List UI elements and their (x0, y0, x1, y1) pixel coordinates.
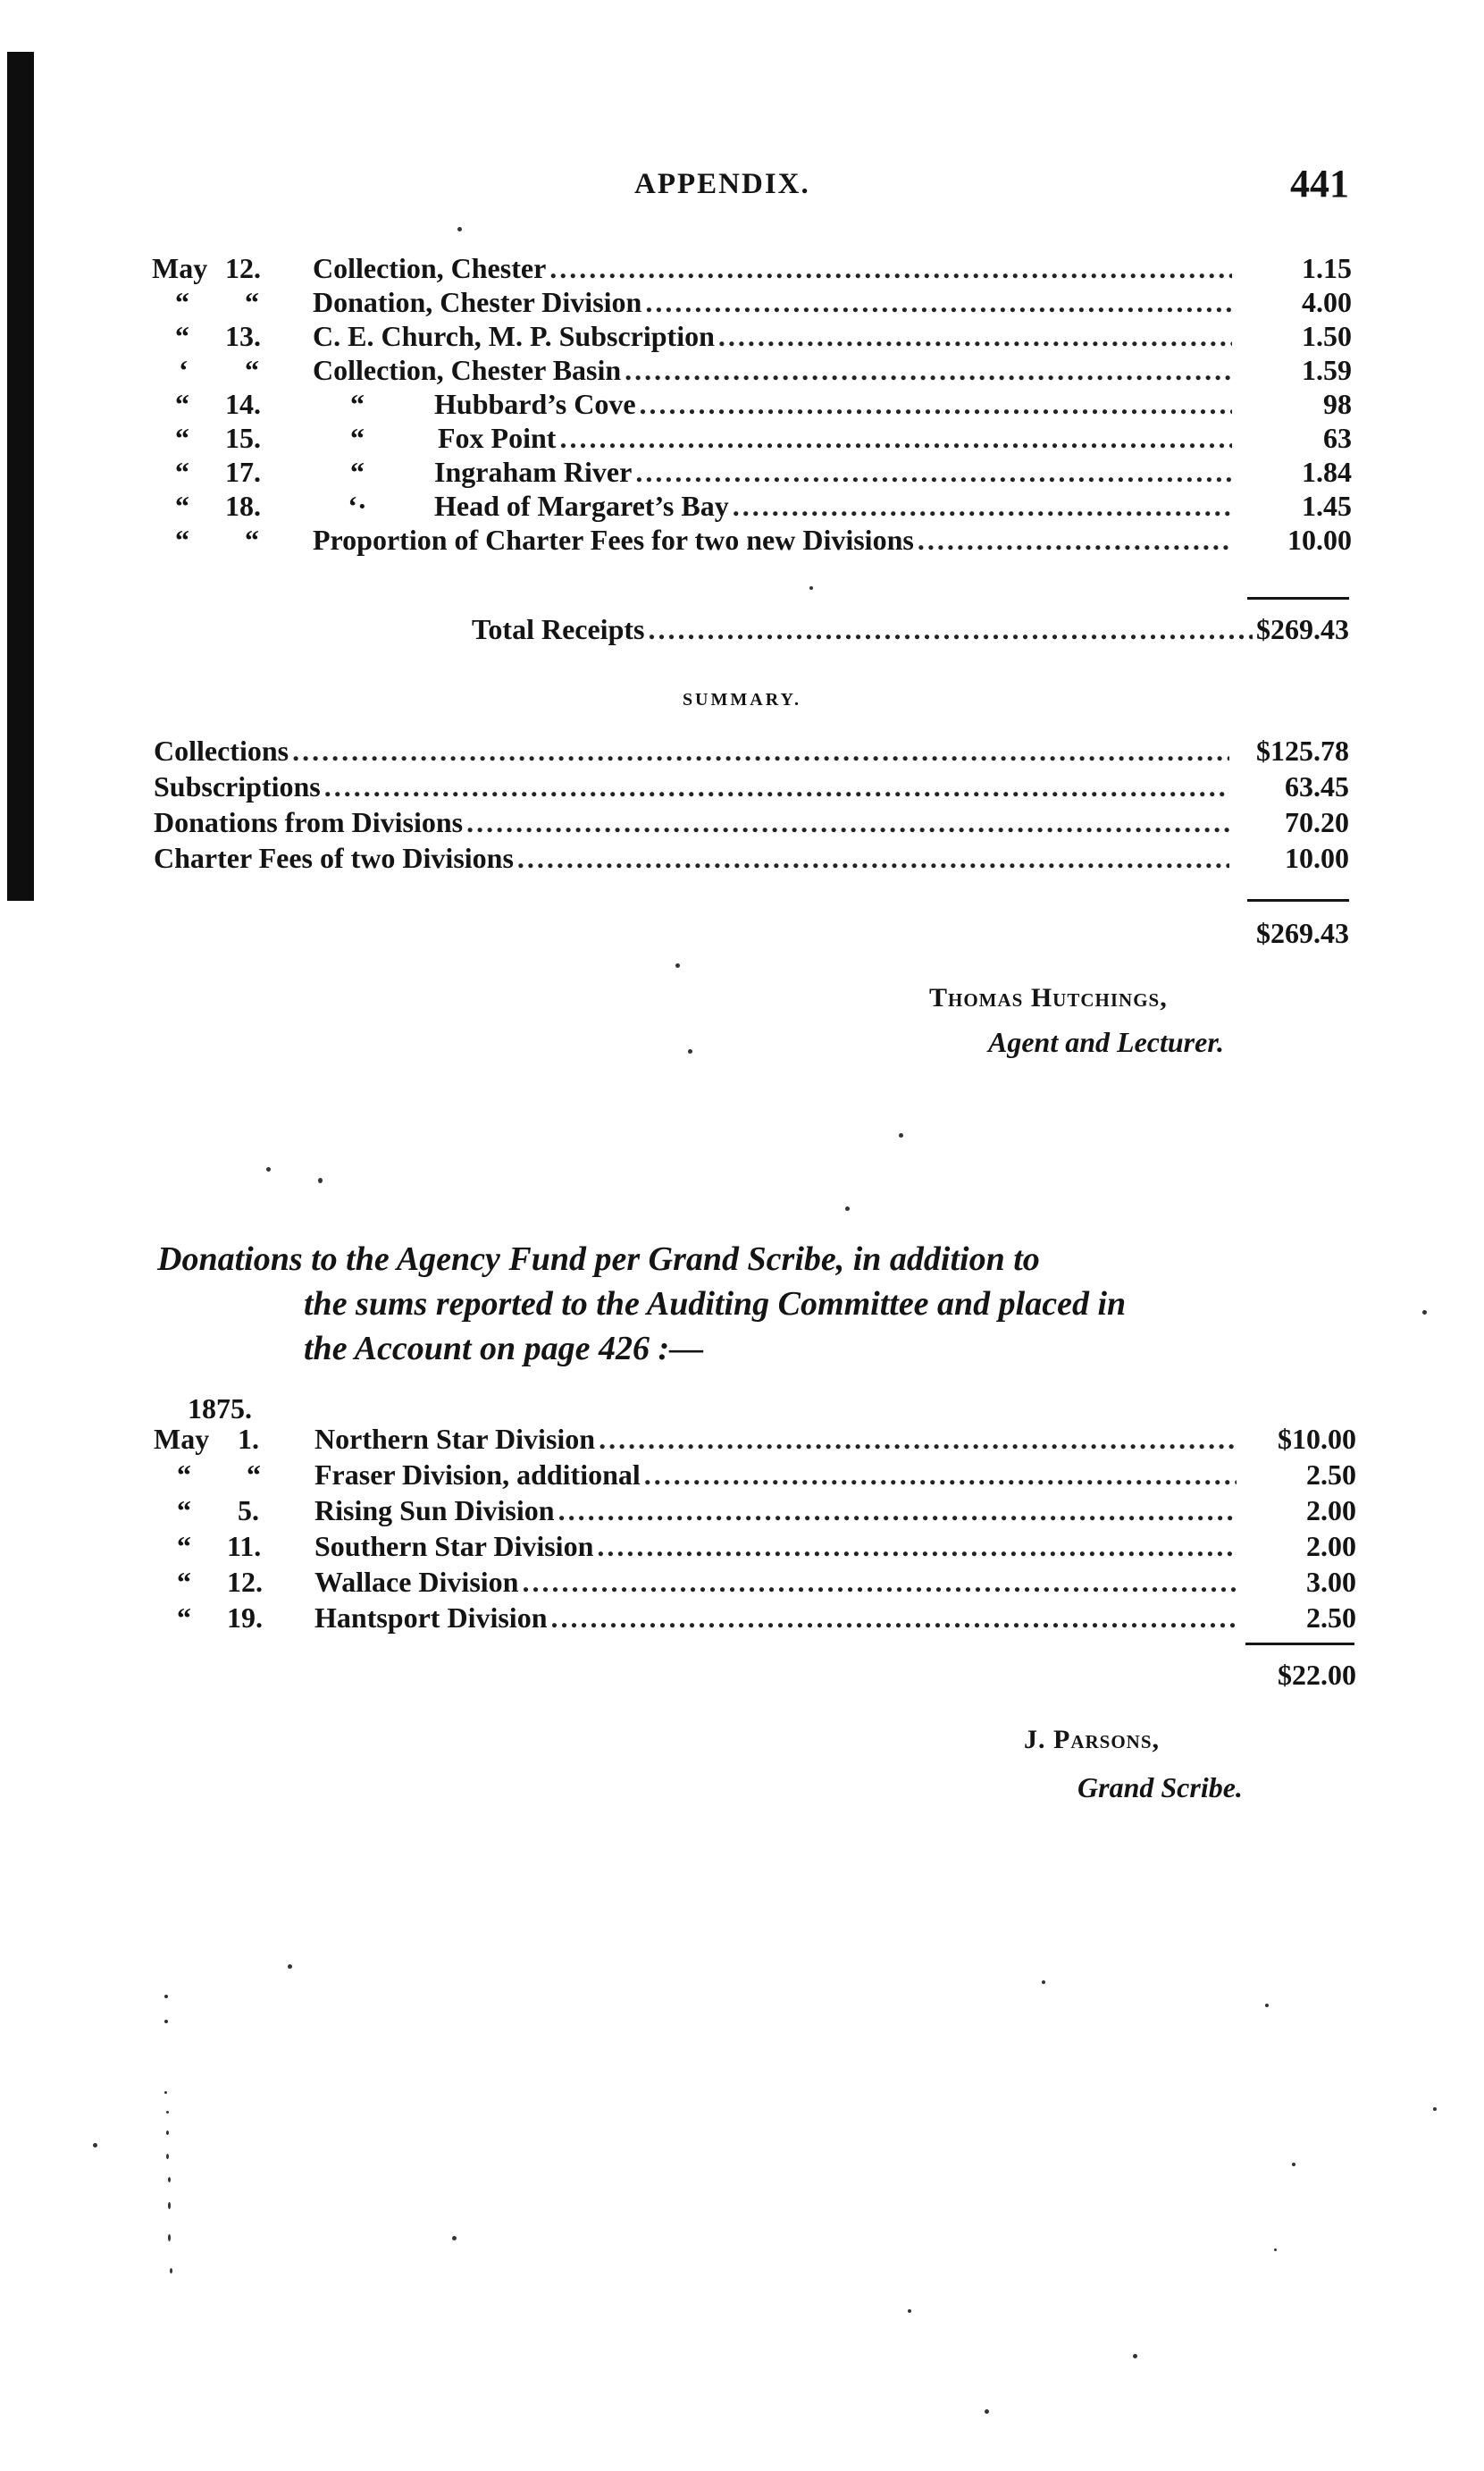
day-cell: 12. (227, 1566, 263, 1598)
scan-speck (908, 2309, 911, 2313)
scan-speck (457, 227, 462, 231)
day-cell: 14. (225, 388, 261, 420)
donation-row (154, 1494, 1356, 1530)
description-text: Ingraham River (434, 456, 633, 488)
description-text: Hantsport Division (314, 1601, 548, 1634)
description-text: Fraser Division, additional (314, 1458, 641, 1491)
receipts-ledger (152, 252, 1352, 558)
description-text: Southern Star Division (314, 1530, 594, 1562)
leader-dots (644, 1458, 1237, 1492)
scan-speck (1265, 2004, 1269, 2007)
scan-speck (164, 2091, 167, 2094)
amount-cell: 2.00 (1306, 1494, 1356, 1526)
donations-rule (1245, 1643, 1354, 1645)
scan-speck (1042, 1980, 1045, 1984)
summary-label: Collections (154, 735, 289, 767)
description-cell (313, 524, 1236, 557)
description-text: Hubbard’s Cove (434, 388, 636, 420)
day-cell: 11. (227, 1530, 262, 1562)
description-cell (314, 1494, 1240, 1527)
scan-speck (166, 2131, 169, 2135)
description-cell (313, 490, 1236, 523)
month-cell: “ (177, 1458, 191, 1491)
donation-row (154, 1601, 1356, 1637)
summary-label-cell (154, 806, 1233, 839)
total-receipts-label: Total Receipts (472, 613, 645, 645)
leader-dots (292, 735, 1229, 768)
running-title: APPENDIX. (634, 168, 810, 200)
month-cell: “ (175, 490, 189, 522)
description-text: Collection, Chester (313, 252, 547, 284)
signature-title: Grand Scribe. (1077, 1771, 1243, 1803)
scan-speck (688, 1049, 692, 1054)
scan-speck (985, 2409, 989, 2414)
description-text: Proportion of Charter Fees for two new Divisions (313, 524, 914, 556)
amount-cell: 63 (1323, 422, 1352, 454)
amount-cell: 1.50 (1302, 320, 1352, 352)
heading-line: the sums reported to the Auditing Committee and placed in (304, 1285, 1127, 1323)
heading-line: Donations to the Agency Fund per Grand Scribe, in addition to (157, 1240, 1040, 1278)
description-cell (313, 354, 1236, 387)
month-cell: ‘ (179, 354, 189, 386)
amount-cell: 2.50 (1306, 1601, 1356, 1634)
description-text: Northern Star Division (314, 1423, 596, 1455)
day-cell: “ (245, 286, 259, 318)
amount-cell: 1.45 (1302, 490, 1352, 522)
description-text: Wallace Division (314, 1566, 519, 1598)
ledger-row (152, 456, 1352, 490)
signature-title: Agent and Lecturer. (988, 1026, 1225, 1058)
amount-cell: 2.50 (1306, 1458, 1356, 1491)
total-rule (1247, 597, 1349, 600)
scan-speck (809, 586, 813, 590)
summary-rule (1247, 899, 1349, 902)
amount-cell: 3.00 (1306, 1566, 1356, 1598)
summary-label: Donations from Divisions (154, 806, 464, 838)
scan-speck (845, 1206, 850, 1211)
leader-dots (599, 1423, 1237, 1456)
donation-row (154, 1423, 1356, 1458)
summary-row (154, 770, 1349, 806)
scan-speck (168, 2234, 171, 2241)
leader-dots (550, 1601, 1237, 1635)
summary-label: Charter Fees of two Divisions (154, 842, 514, 874)
ledger-row (152, 252, 1352, 286)
scan-speck (166, 2111, 169, 2114)
summary-total: $269.43 (1256, 917, 1349, 949)
day-cell: “ (245, 524, 259, 556)
scan-speck (168, 2202, 171, 2209)
summary-row (154, 842, 1349, 878)
amount-cell: 10.00 (1287, 524, 1352, 556)
amount-cell: 2.00 (1306, 1530, 1356, 1562)
month-cell: “ (175, 524, 189, 556)
page-number: 441 (1290, 162, 1349, 206)
summary-row (154, 735, 1349, 770)
description-cell (313, 320, 1236, 353)
leader-dots (648, 613, 1253, 646)
total-receipts-row (472, 613, 1349, 646)
month-cell: “ (175, 388, 189, 420)
leader-dots (466, 806, 1229, 839)
month-cell: “ (177, 1494, 191, 1526)
ledger-row (152, 490, 1352, 524)
leader-dots (522, 1566, 1237, 1599)
summary-label: Subscriptions (154, 770, 321, 803)
description-cell (313, 456, 1236, 489)
month-cell: “ (177, 1601, 191, 1634)
donation-row (154, 1458, 1356, 1494)
ditto-mark: “ (350, 456, 365, 488)
month-cell: “ (175, 422, 189, 454)
donation-row (154, 1566, 1356, 1601)
month-cell: May (154, 1423, 210, 1455)
month-cell: May (152, 252, 208, 284)
day-cell: 5. (238, 1494, 259, 1526)
scan-speck (1274, 2248, 1277, 2251)
month-cell: “ (175, 456, 189, 488)
description-text: Fox Point (438, 422, 557, 454)
summary-amount: $125.78 (1256, 735, 1349, 767)
scan-speck (164, 2020, 168, 2023)
leader-dots (645, 286, 1232, 319)
signature-name: J. Parsons, (1024, 1725, 1161, 1754)
description-text: Donation, Chester Division (313, 286, 642, 318)
scan-speck (675, 963, 680, 968)
year-label: 1875. (188, 1392, 252, 1425)
description-text: C. E. Church, M. P. Subscription (313, 320, 715, 352)
month-cell: “ (175, 286, 189, 318)
scan-speck (266, 1167, 271, 1172)
leader-dots (324, 770, 1229, 803)
summary-label-cell (154, 842, 1233, 875)
scan-speck (318, 1178, 323, 1183)
amount-cell: 1.59 (1302, 354, 1352, 386)
heading-line: the Account on page 426 :— (304, 1330, 704, 1367)
scan-speck (170, 2268, 172, 2273)
scan-speck (452, 2236, 457, 2240)
leader-dots (559, 422, 1232, 455)
ditto-mark: ‘· (348, 490, 367, 522)
day-cell: 12. (225, 252, 261, 284)
description-cell (314, 1423, 1240, 1456)
scan-speck (93, 2143, 97, 2147)
scan-speck (166, 2154, 169, 2159)
scan-speck (164, 1995, 168, 1998)
summary-amount: 10.00 (1285, 842, 1349, 874)
description-cell (313, 422, 1236, 455)
month-cell: “ (177, 1566, 191, 1598)
summary-label-cell (154, 770, 1233, 803)
running-head (152, 161, 1349, 214)
description-text: Head of Margaret’s Bay (434, 490, 729, 522)
ledger-row (152, 286, 1352, 320)
leader-dots (718, 320, 1232, 353)
donation-row (154, 1530, 1356, 1566)
amount-cell: 1.15 (1302, 252, 1352, 284)
month-cell: “ (177, 1530, 191, 1562)
leader-dots (733, 490, 1232, 523)
scan-speck (168, 2177, 171, 2182)
scan-speck (1422, 1310, 1427, 1315)
description-text: Rising Sun Division (314, 1494, 555, 1526)
ledger-row (152, 320, 1352, 354)
scan-speck (1133, 2354, 1137, 2358)
leader-dots (918, 524, 1232, 557)
description-cell (314, 1458, 1240, 1492)
day-cell: 17. (225, 456, 261, 488)
ditto-mark: “ (350, 422, 365, 454)
summary-heading: SUMMARY. (682, 690, 802, 710)
description-cell (313, 252, 1236, 285)
summary-amount: 70.20 (1285, 806, 1349, 838)
scan-speck (288, 1964, 292, 1969)
donations-total: $22.00 (1278, 1659, 1356, 1691)
scan-speck (1433, 2107, 1437, 2111)
scan-speck (899, 1133, 903, 1138)
signature-name: Thomas Hutchings, (929, 983, 1168, 1013)
amount-cell: $10.00 (1278, 1423, 1356, 1455)
month-cell: “ (175, 320, 189, 352)
summary-amount: 63.45 (1285, 770, 1349, 803)
donations-heading (157, 1237, 1354, 1371)
ledger-row (152, 524, 1352, 558)
day-cell: 13. (225, 320, 261, 352)
leader-dots (635, 456, 1232, 489)
ledger-row (152, 388, 1352, 422)
leader-dots (558, 1494, 1237, 1527)
leader-dots (625, 354, 1232, 387)
summary-table (154, 735, 1349, 878)
day-cell: 1. (238, 1423, 259, 1455)
amount-cell: 4.00 (1302, 286, 1352, 318)
ledger-row (152, 422, 1352, 456)
description-cell (314, 1601, 1240, 1635)
description-text: Collection, Chester Basin (313, 354, 622, 386)
summary-label-cell (154, 735, 1233, 768)
description-cell (314, 1566, 1240, 1599)
day-cell: 18. (225, 490, 261, 522)
scan-speck (1292, 2163, 1295, 2166)
amount-cell: 98 (1323, 388, 1352, 420)
total-receipts-amount: $269.43 (1256, 613, 1349, 645)
day-cell: “ (245, 354, 259, 386)
leader-dots (517, 842, 1229, 875)
description-cell (313, 388, 1236, 421)
day-cell: 15. (225, 422, 261, 454)
leader-dots (640, 388, 1232, 421)
ledger-row (152, 354, 1352, 388)
summary-row (154, 806, 1349, 842)
leader-dots (549, 252, 1232, 285)
description-cell (314, 1530, 1240, 1563)
ditto-mark: “ (350, 388, 365, 420)
donations-ledger (154, 1423, 1356, 1637)
day-cell: “ (247, 1458, 261, 1491)
amount-cell: 1.84 (1302, 456, 1352, 488)
description-cell (313, 286, 1236, 319)
leader-dots (597, 1530, 1237, 1563)
day-cell: 19. (227, 1601, 263, 1634)
